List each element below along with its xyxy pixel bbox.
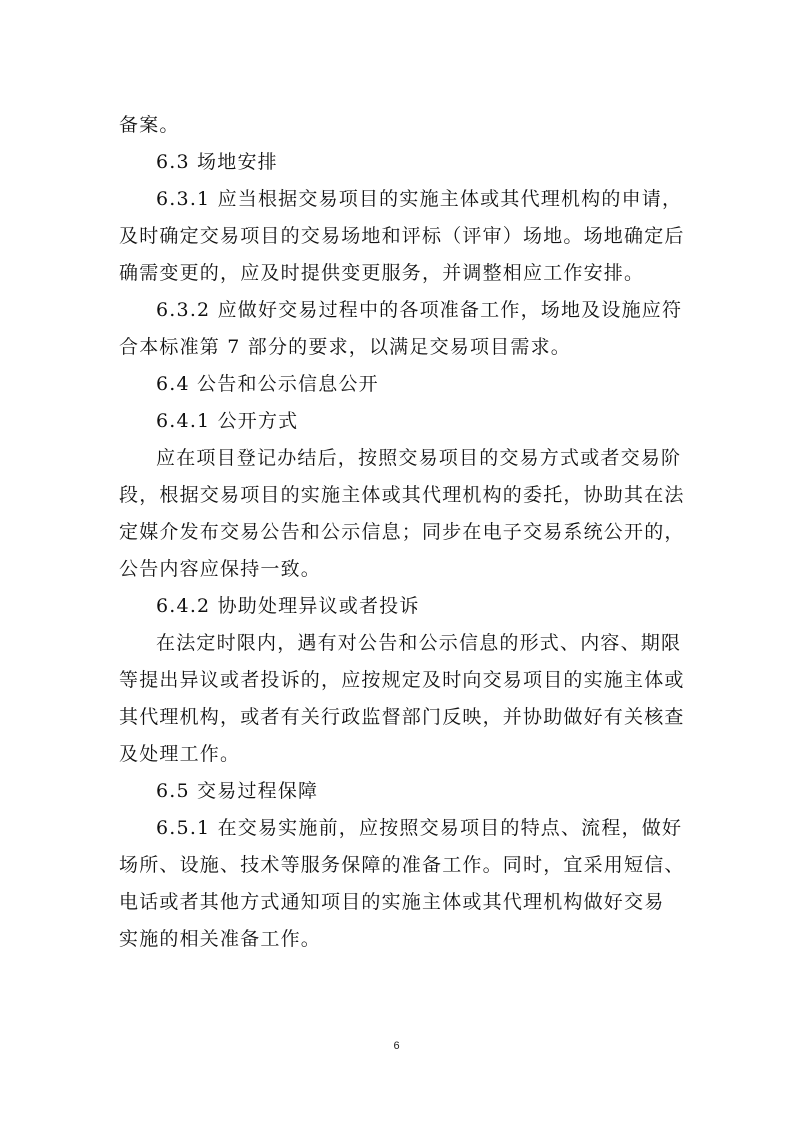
section-heading-6-5: 6.5 交易过程保障 xyxy=(156,780,319,802)
clause-6-3-2-line-2: 合本标准第 7 部分的要求，以满足交易项目需求。 xyxy=(119,336,571,358)
clause-6-4-1-line-2: 段，根据交易项目的实施主体或其代理机构的委托，协助其在法 xyxy=(119,484,685,506)
clause-6-4-1-line-1: 应在项目登记办结后，按照交易项目的交易方式或者交易阶 xyxy=(156,447,682,469)
clause-6-4-2-line-2: 等提出异议或者投诉的，应按规定及时向交易项目的实施主体或 xyxy=(119,669,685,691)
section-heading-6-4: 6.4 公告和公示信息公开 xyxy=(156,373,379,395)
clause-6-4-1-line-4: 公告内容应保持一致。 xyxy=(119,558,322,580)
clause-6-3-1-line-3: 确需变更的，应及时提供变更服务，并调整相应工作安排。 xyxy=(119,262,645,284)
clause-6-3-1-line-1: 6.3.1 应当根据交易项目的实施主体或其代理机构的申请， xyxy=(156,188,683,210)
clause-6-4-2-line-4: 及处理工作。 xyxy=(119,743,241,765)
clause-6-4-2-line-3: 其代理机构，或者有关行政监督部门反映，并协助做好有关核查 xyxy=(119,706,685,728)
clause-6-4-1-heading: 6.4.1 公开方式 xyxy=(156,410,299,432)
section-heading-6-3: 6.3 场地安排 xyxy=(156,151,278,173)
clause-6-4-2-line-1: 在法定时限内，遇有对公告和公示信息的形式、内容、期限 xyxy=(156,632,682,654)
clause-6-4-2-heading: 6.4.2 协助处理异议或者投诉 xyxy=(156,595,420,617)
clause-6-5-1-line-2: 场所、设施、技术等服务保障的准备工作。同时，宜采用短信、 xyxy=(119,854,685,876)
clause-6-5-1-line-1: 6.5.1 在交易实施前，应按照交易项目的特点、流程，做好 xyxy=(156,817,683,839)
clause-6-3-2-line-1: 6.3.2 应做好交易过程中的各项准备工作，场地及设施应符 xyxy=(156,299,683,321)
page-number: 6 xyxy=(393,1040,400,1052)
clause-6-5-1-line-4: 实施的相关准备工作。 xyxy=(119,928,322,950)
clause-6-3-1-line-2: 及时确定交易项目的交易场地和评标（评审）场地。场地确定后 xyxy=(119,225,685,247)
clause-6-4-1-line-3: 定媒介发布交易公告和公示信息；同步在电子交易系统公开的， xyxy=(119,521,685,543)
clause-6-5-1-line-3: 电话或者其他方式通知项目的实施主体或其代理机构做好交易 xyxy=(119,891,665,913)
paragraph-continuation: 备案。 xyxy=(119,114,180,136)
